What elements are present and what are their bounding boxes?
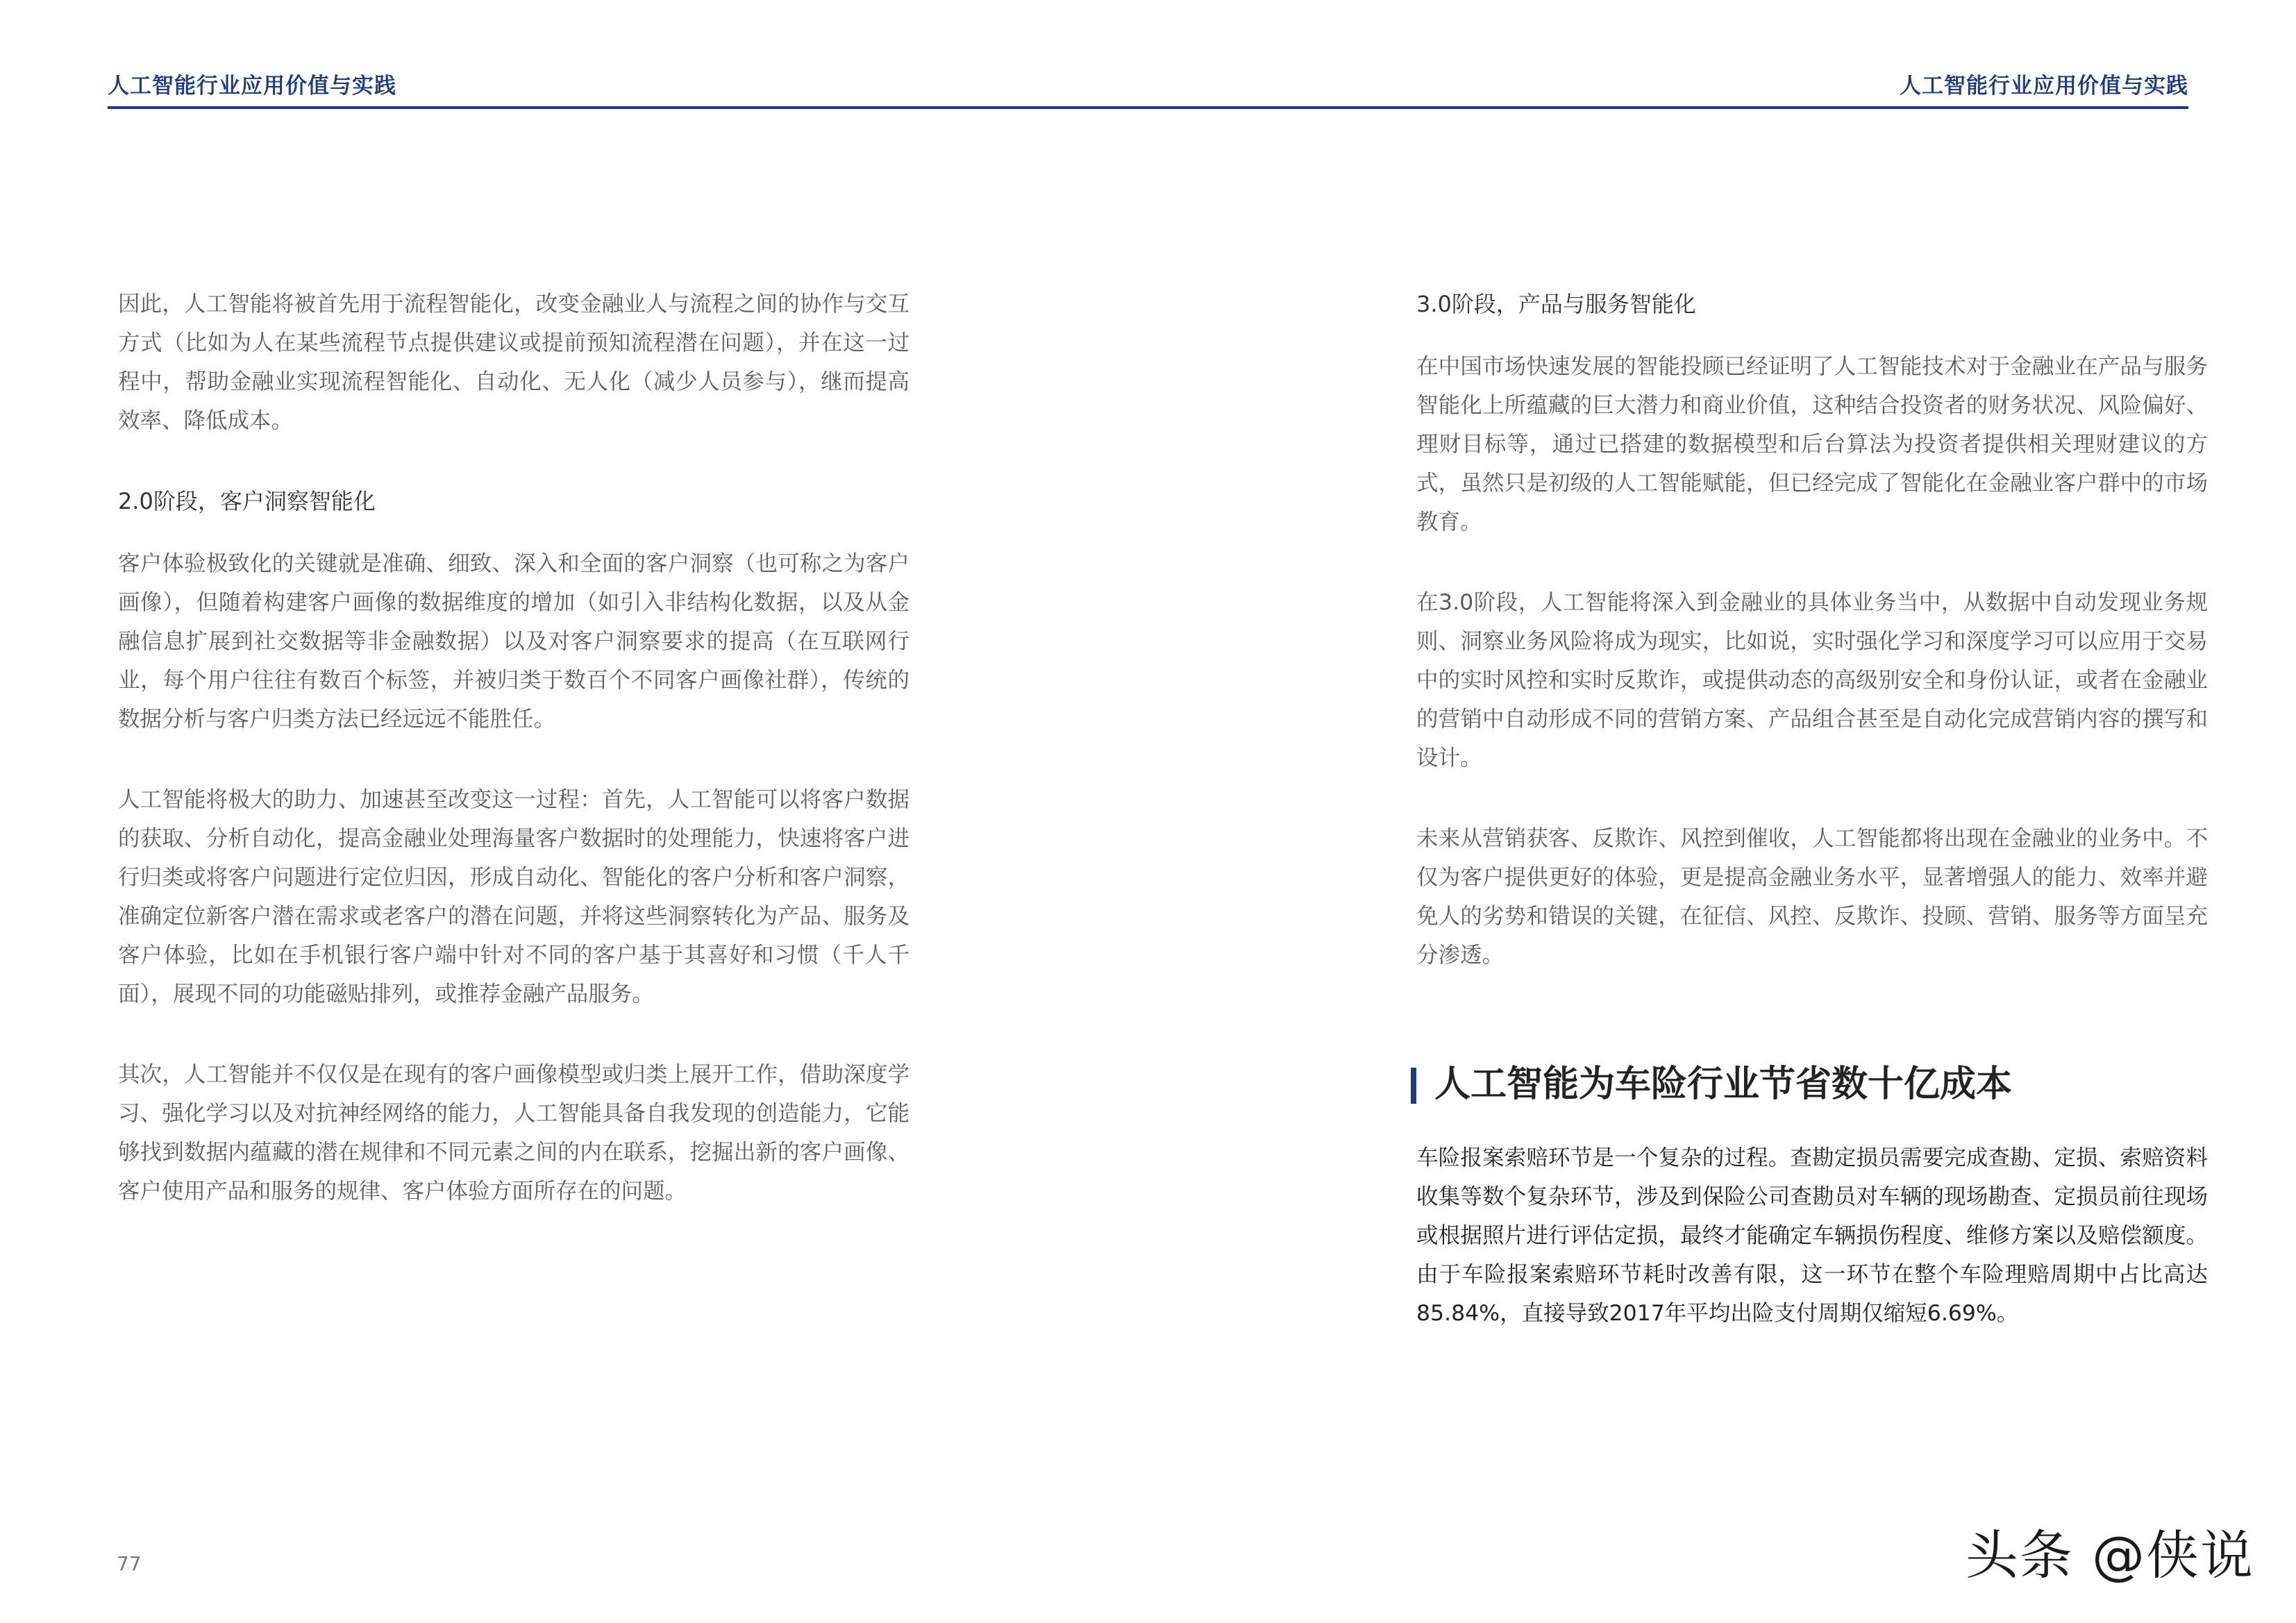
header-right-rule bbox=[1147, 106, 2188, 109]
page-number: 77 bbox=[117, 1552, 142, 1575]
header-right bbox=[1216, 0, 2188, 111]
left-paragraph-2: 客户体验极致化的关键就是准确、细致、深入和全面的客户洞察（也可称之为客户画像），但随着构建客户画像的数据维度的增加（如引入非结构化数据，以及从金融信息扩展到社交数据等非金融数据）以及对客户洞察要求的提高（在互联网行业，每个用户往往有数百个标签，并被归类于数百个不同客户画像社群），传统的数据分析与客户归类方法已经远远不能胜任。 bbox=[118, 551, 910, 732]
left-paragraph-3: 人工智能将极大的助力、加速甚至改变这一过程：首先，人工智能可以将客户数据的获取、分析自动化，提高金融业处理海量客户数据时的处理能力，快速将客户进行归类或将客户问题进行定位归因，形成自动化、智能化的客户分析和客户洞察，准确定位新客户潜在需求或老客户的潜在问题，并将这些洞察转化为产品、服务及客户体验，比如在手机银行客户端中针对不同的客户基于其喜好和习惯（千人千面），展现不同的功能磁贴排列，或推荐金融产品服务。 bbox=[118, 787, 910, 1007]
right-column bbox=[1416, 285, 2208, 1333]
left-paragraph-1: 因此，人工智能将被首先用于流程智能化，改变金融业人与流程之间的协作与交互方式（比如为人在某些流程节点提供建议或提前预知流程潜在问题），并在这一过程中，帮助金融业实现流程智能化、自动化、无人化（减少人员参与），继而提高效率、降低成本。 bbox=[118, 292, 910, 433]
heading-accent-bar bbox=[1411, 1068, 1416, 1104]
header-right-title: 人工智能行业应用价值与实践 bbox=[1900, 74, 2188, 99]
right-paragraph-2: 在3.0阶段，人工智能将深入到金融业的具体业务当中，从数据中自动发现业务规则、洞察业务风险将成为现实，比如说，实时强化学习和深度学习可以应用于交易中的实时风控和实时反欺诈，或提供动态的高级别安全和身份认证，或者在金融业的营销中自动形成不同的营销方案、产品组合甚至是自动化完成营销内容的撰写和设计。 bbox=[1416, 590, 2208, 771]
header-left-title: 人工智能行业应用价值与实践 bbox=[108, 74, 396, 99]
right-paragraph-1: 在中国市场快速发展的智能投顾已经证明了人工智能技术对于金融业在产品与服务智能化上所蕴藏的巨大潜力和商业价值，这种结合投资者的财务状况、风险偏好、理财目标等，通过已搭建的数据模型和后台算法为投资者提供相关理财建议的方式，虽然只是初级的人工智能赋能，但已经完成了智能化在金融业客户群中的市场教育。 bbox=[1416, 354, 2208, 535]
stage-3-heading: 3.0阶段，产品与服务智能化 bbox=[1416, 291, 1696, 317]
header-left-rule bbox=[108, 106, 1149, 109]
left-paragraph-4: 其次，人工智能并不仅仅是在现有的客户画像模型或归类上展开工作，借助深度学习、强化学习以及对抗神经网络的能力，人工智能具备自我发现的创造能力，它能够找到数据内蕴藏的潜在规律和不同元素之间的内在联系，挖掘出新的客户画像、客户使用产品和服务的规律、客户体验方面所存在的问题。 bbox=[118, 1062, 910, 1204]
section-heading bbox=[1411, 1059, 2208, 1109]
header-left bbox=[108, 0, 1080, 111]
left-column bbox=[118, 285, 910, 1252]
section-heading-text: 人工智能为车险行业节省数十亿成本 bbox=[1434, 1063, 2013, 1105]
watermark: 头条 @侠说 bbox=[1965, 1524, 2254, 1586]
right-paragraph-3: 未来从营销获客、反欺诈、风控到催收，人工智能都将出现在金融业的业务中。不仅为客户提供更好的体验，更是提高金融业务水平，显著增强人的能力、效率并避免人的劣势和错误的关键，在征信、风控、反欺诈、投顾、营销、服务等方面呈充分渗透。 bbox=[1416, 826, 2208, 968]
stage-2-heading: 2.0阶段，客户洞察智能化 bbox=[118, 488, 376, 514]
right-paragraph-4: 车险报案索赔环节是一个复杂的过程。查勘定损员需要完成查勘、定损、索赔资料收集等数个复杂环节，涉及到保险公司查勘员对车辆的现场勘查、定损员前往现场或根据照片进行评估定损，最终才能确定车辆损伤程度、维修方案以及赔偿额度。由于车险报案索赔环节耗时改善有限，这一环节在整个车险理赔周期中占比高达85.84%，直接导致2017年平均出险支付周期仅缩短6.69%。 bbox=[1416, 1145, 2208, 1326]
